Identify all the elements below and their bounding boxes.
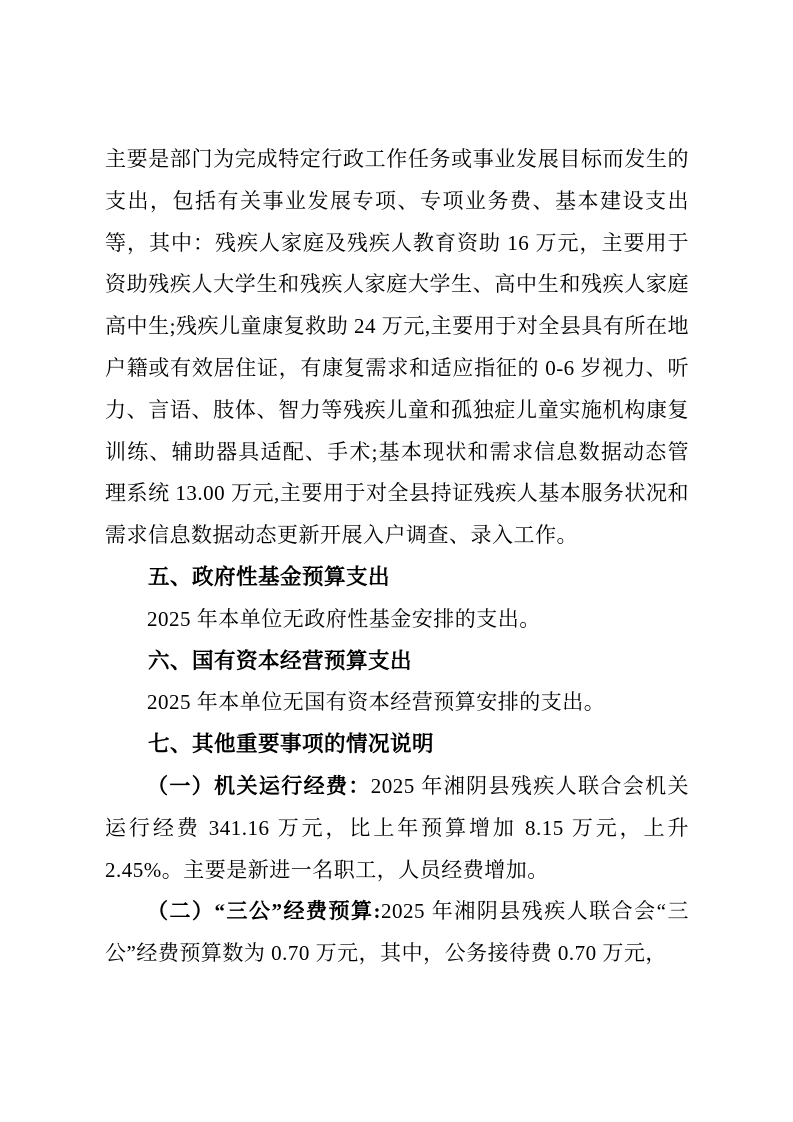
paragraph-text-agency-operating-expense: 2025 年湘阴县残疾人联合会机关运行经费 341.16 万元，比上年预算增加 8.15 万元，上升 2.45%。主要是新进一名职工，人员经费增加。 [105, 773, 689, 882]
paragraph-lead-agency-operating-expense: （一）机关运行经费： [147, 773, 371, 798]
paragraph-agency-operating-expense [105, 766, 689, 891]
paragraph-section-5-statement: 2025 年本单位无政府性基金安排的支出。 [147, 606, 541, 631]
paragraph-lead-three-public-expense-budget: （二）“三公”经费预算: [147, 899, 381, 924]
paragraph-project-expenditure-detail: 主要是部门为完成特定行政工作任务或事业发展目标而发生的支出，包括有关事业发展专项、专项业务费、基本建设支出等，其中：残疾人家庭及残疾人教育资助 16 万元，主要用于资助残疾人大学生和残疾人家庭大学生、高中生和残疾人家庭高中生;残疾儿童康复救助 24 万元,主要用于对全县具有所在地户籍或有效居住证，有康复需求和适应指征的 0-6 岁视力、听力、言语、肢体、智力等残疾儿童和孤独症儿童实施机构康复训练、辅助器具适配、手术;基本现状和需求信息数据动态管理系统 13.00 万元,主要用于对全县持证残疾人基本服务状况和需求信息数据动态更新开展入户调查、录入工作。 [105, 147, 689, 548]
paragraph-text-three-public-expense-budget: 2025 年湘阴县残疾人联合会“三公”经费预算数为 0.70 万元，其中，公务接待费 0.70 万元， [105, 899, 689, 966]
heading-section-6-state-capital-budget: 六、国有资本经营预算支出 [148, 648, 413, 673]
paragraph-section-6-statement: 2025 年本单位无国有资本经营预算安排的支出。 [147, 690, 606, 715]
heading-section-7-other-important-matters: 七、其他重要事项的情况说明 [148, 732, 435, 757]
heading-section-5-govt-fund-budget: 五、政府性基金预算支出 [148, 564, 391, 589]
paragraph-three-public-expense-budget [105, 891, 689, 975]
